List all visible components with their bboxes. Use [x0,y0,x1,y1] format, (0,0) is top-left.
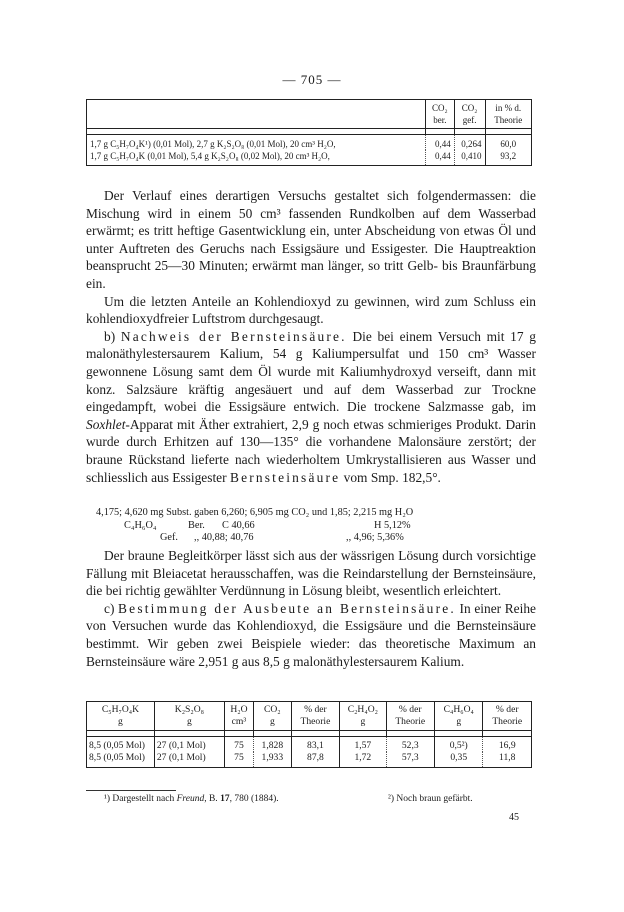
row-theorie: 60,0 [485,135,531,151]
row-description: 1,7 g C₅H₇O₄K¹) (0,01 Mol), 2,7 g K₂S₂O₈ (0,01 Mol), 20 cm³ H₂O, [90,139,336,149]
yield-cell: 57,3 [386,752,434,768]
section-b-heading: Nachweis der Bernsteinsäure. [120,328,347,344]
section-c-marker: c) [104,600,119,616]
paragraph-kohlendioxyd: Um die letzten Anteile an Kohlendioxyd zu gewinnen, wird zum Schluss ein kohlendioxydfreier Luftstrom durchgesaugt. [86,293,536,327]
footnote-divider [86,790,176,791]
yield-cell: 27 (0,1 Mol) [154,752,224,768]
page-number: — 705 — [282,72,342,87]
row-co2-ber: 0,44 [425,135,454,151]
soxhlet-name: Soxhlet [86,416,126,432]
table-row [87,737,532,753]
yield-cell: 27 (0,1 Mol) [154,737,224,753]
yield-cell: 0,35 [434,752,482,768]
yield-header-line1: K₂S₂O₈ [174,704,204,715]
yield-cell: 52,3 [386,737,434,753]
signature-mark: 45 [509,812,519,823]
analysis-gef-label: Gef. [160,532,179,543]
bernsteinsaeure-spaced: Bernsteinsäure [229,469,341,485]
yield-cell: 16,9 [483,737,532,753]
paragraph-verlauf: Der Verlauf eines derartigen Versuchs gestaltet sich folgendermassen: die Mischung wird in einem 50 cm³ fassenden Rundkolben auf dem Wasserbad erwärmt; es tritt heftige Gasentwicklung ein, unter Abscheidung von etwas Öl und unter Auftreten des Geruchs nach Essigsäure und Essigester. Die Hauptreaktion beansprucht 25—30 Minuten; erwärmt man länger, so tritt Gelb- bis Braunfärbung ein. [86,188,536,291]
yield-header [340,702,386,731]
table-row [87,752,532,768]
footnote-2-text: Noch braun gefärbt. [396,794,473,804]
header-co2-gef-line2: gef. [462,115,477,125]
yield-table [86,701,532,768]
header-co2-ber-line1: CO₂ [432,103,448,113]
yield-cell: 75 [224,752,253,768]
table-row [87,150,532,166]
footnote-1-author: Freund [176,794,205,804]
row-co2-ber: 0,44 [425,150,454,166]
row-description: 1,7 g C₅H₇O₄K (0,01 Mol), 5,4 g K₂S₂O₈ (0,02 Mol), 20 cm³ H₂O, [90,151,330,161]
elemental-analysis [96,507,536,545]
yield-header-line1: CO₂ [263,704,281,715]
header-co2-gef [454,100,485,129]
co2-table-header [87,100,532,129]
header-theorie-line2: Theorie [494,115,523,125]
analysis-ber-label: Ber. [188,519,205,531]
yield-header-line2: g [456,716,462,727]
paragraph-begleitkoerper: Der braune Begleitkörper lässt sich aus der wässrigen Lösung durch vorsichtige Fällung mit Bleiacetat herausschaffen, was die Reindarstellung der Bernsteinsäure, die bei richtig gewählter Verdünnung in Lösung bleibt, wesentlich erleichtert. [86,548,536,599]
yield-cell: 8,5 (0,05 Mol) [89,752,145,763]
header-co2-gef-line1: CO₂ [461,103,478,113]
yield-cell: 11,8 [483,752,532,768]
table-row [87,135,532,151]
yield-header [224,702,253,731]
yield-header-line2: Theorie [395,716,426,727]
nachweis-text-2: -Apparat mit Äther extrahiert, 2,9 g noch etwas schmieriges Produkt. Darin wurde durch Erhitzen auf 130—135° die vorhandene Malonsäure zerstört; der braune Rückstand lieferte nach wiederholtem Umkrystallisieren aus Wasser und schliesslich aus Essigester [86,416,536,485]
nachweis-text-3: vom Smp. 182,5°. [340,469,441,485]
yield-cell: 83,1 [291,737,339,753]
footnote-2 [388,794,473,804]
yield-header [386,702,434,731]
analysis-found [96,532,536,545]
yield-header-line2: g [269,716,275,727]
footnote-1-journal: , B. [204,794,221,804]
footnote-1-mark: ¹) [104,794,111,804]
yield-table-header [87,702,532,731]
header-co2-ber-line2: ber. [433,115,447,125]
yield-header [87,702,155,731]
row-co2-gef: 0,410 [454,150,485,166]
footnote-1 [104,794,279,804]
yield-cell: 1,72 [340,752,386,768]
yield-cell: 87,8 [291,752,339,768]
yield-header-line1: H₂O [230,704,248,715]
yield-cell: 1,828 [253,737,291,753]
paragraph-ausbeute [86,600,536,670]
footnote-1-pages: , 780 (1884). [229,794,279,804]
yield-header [483,702,532,731]
header-co2-ber [425,100,454,129]
yield-header-line2: g [186,716,192,727]
yield-header [253,702,291,731]
yield-header-line1: C₅H₇O₄K [101,704,140,715]
yield-cell: 75 [224,737,253,753]
paragraph-nachweis [86,328,536,486]
section-b-marker: b) [104,328,121,344]
body-text-upper [86,187,536,486]
footnote-2-mark: ²) [388,794,395,804]
yield-header-line2: g [118,716,123,727]
yield-header-line1: % der [495,704,519,715]
yield-header [434,702,482,731]
yield-header-line2: Theorie [300,716,331,727]
yield-header-line1: C₄H₆O₄ [443,704,474,715]
header-blank [87,100,426,129]
yield-header [154,702,224,731]
header-theorie-line1: in % d. [495,103,522,113]
yield-header-line1: C₂H₄O₂ [347,704,378,715]
yield-cell: 0,5²) [434,737,482,753]
analysis-line: 4,175; 4,620 mg Subst. gaben 6,260; 6,905 mg CO₂ und 1,85; 2,215 mg H₂O [96,507,414,518]
nachweis-text-1: Die bei einem Versuch mit 17 g malonäthylestersaurem Kalium, 54 g Kaliumpersulfat und 150 cm³ Wasser gewonnene Lösung samt dem Öl wurde mit Kaliumhydroxyd verseift, dann mit konz. Salzsäure kräftig angesäuert und auf dem Wasserbad zur Trockne eingedampft, wobei die Essigsäure entwich. Die trockene Salzmasse gab, im [86,328,536,415]
yield-header-line2: Theorie [492,716,523,727]
yield-cell: 1,933 [253,752,291,768]
co2-table [86,99,532,166]
body-text-lower [86,547,536,670]
yield-header-line1: % der [304,704,327,715]
analysis-calculated [96,520,536,533]
analysis-gef-h: ,, 4,96; 5,36% [346,532,404,543]
yield-header-line2: cm³ [231,716,247,727]
footnote-1-text: Dargestellt nach [112,794,177,804]
footnote-1-volume: 17 [220,794,230,804]
yield-header-line2: g [360,716,366,727]
yield-cell: 1,57 [340,737,386,753]
yield-cell: 8,5 (0,05 Mol) [89,740,145,751]
ausbeute-text: In einer Reihe von Versuchen wurde das Kohlendioxyd, die Essigsäure und die Bernsteinsäure bestimmt. Wir geben zwei Beispiele wieder: das theoretische Maximum an Bernsteinsäure wäre 2,951 g aus 8,5 g malonäthylestersaurem Kalium. [86,600,536,669]
row-theorie: 93,2 [485,150,531,166]
analysis-ber-h: H 5,12% [374,519,411,531]
row-co2-gef: 0,264 [454,135,485,151]
analysis-ber-c: C 40,66 [222,519,255,531]
analysis-formula: C₄H₆O₄ [124,519,157,531]
header-theorie [485,100,531,129]
yield-header [291,702,339,731]
yield-header-line1: % der [398,704,422,715]
section-c-heading: Bestimmung der Ausbeute an Bernsteinsäure. [118,600,456,616]
analysis-gef-c: ,, 40,88; 40,76 [194,532,254,543]
